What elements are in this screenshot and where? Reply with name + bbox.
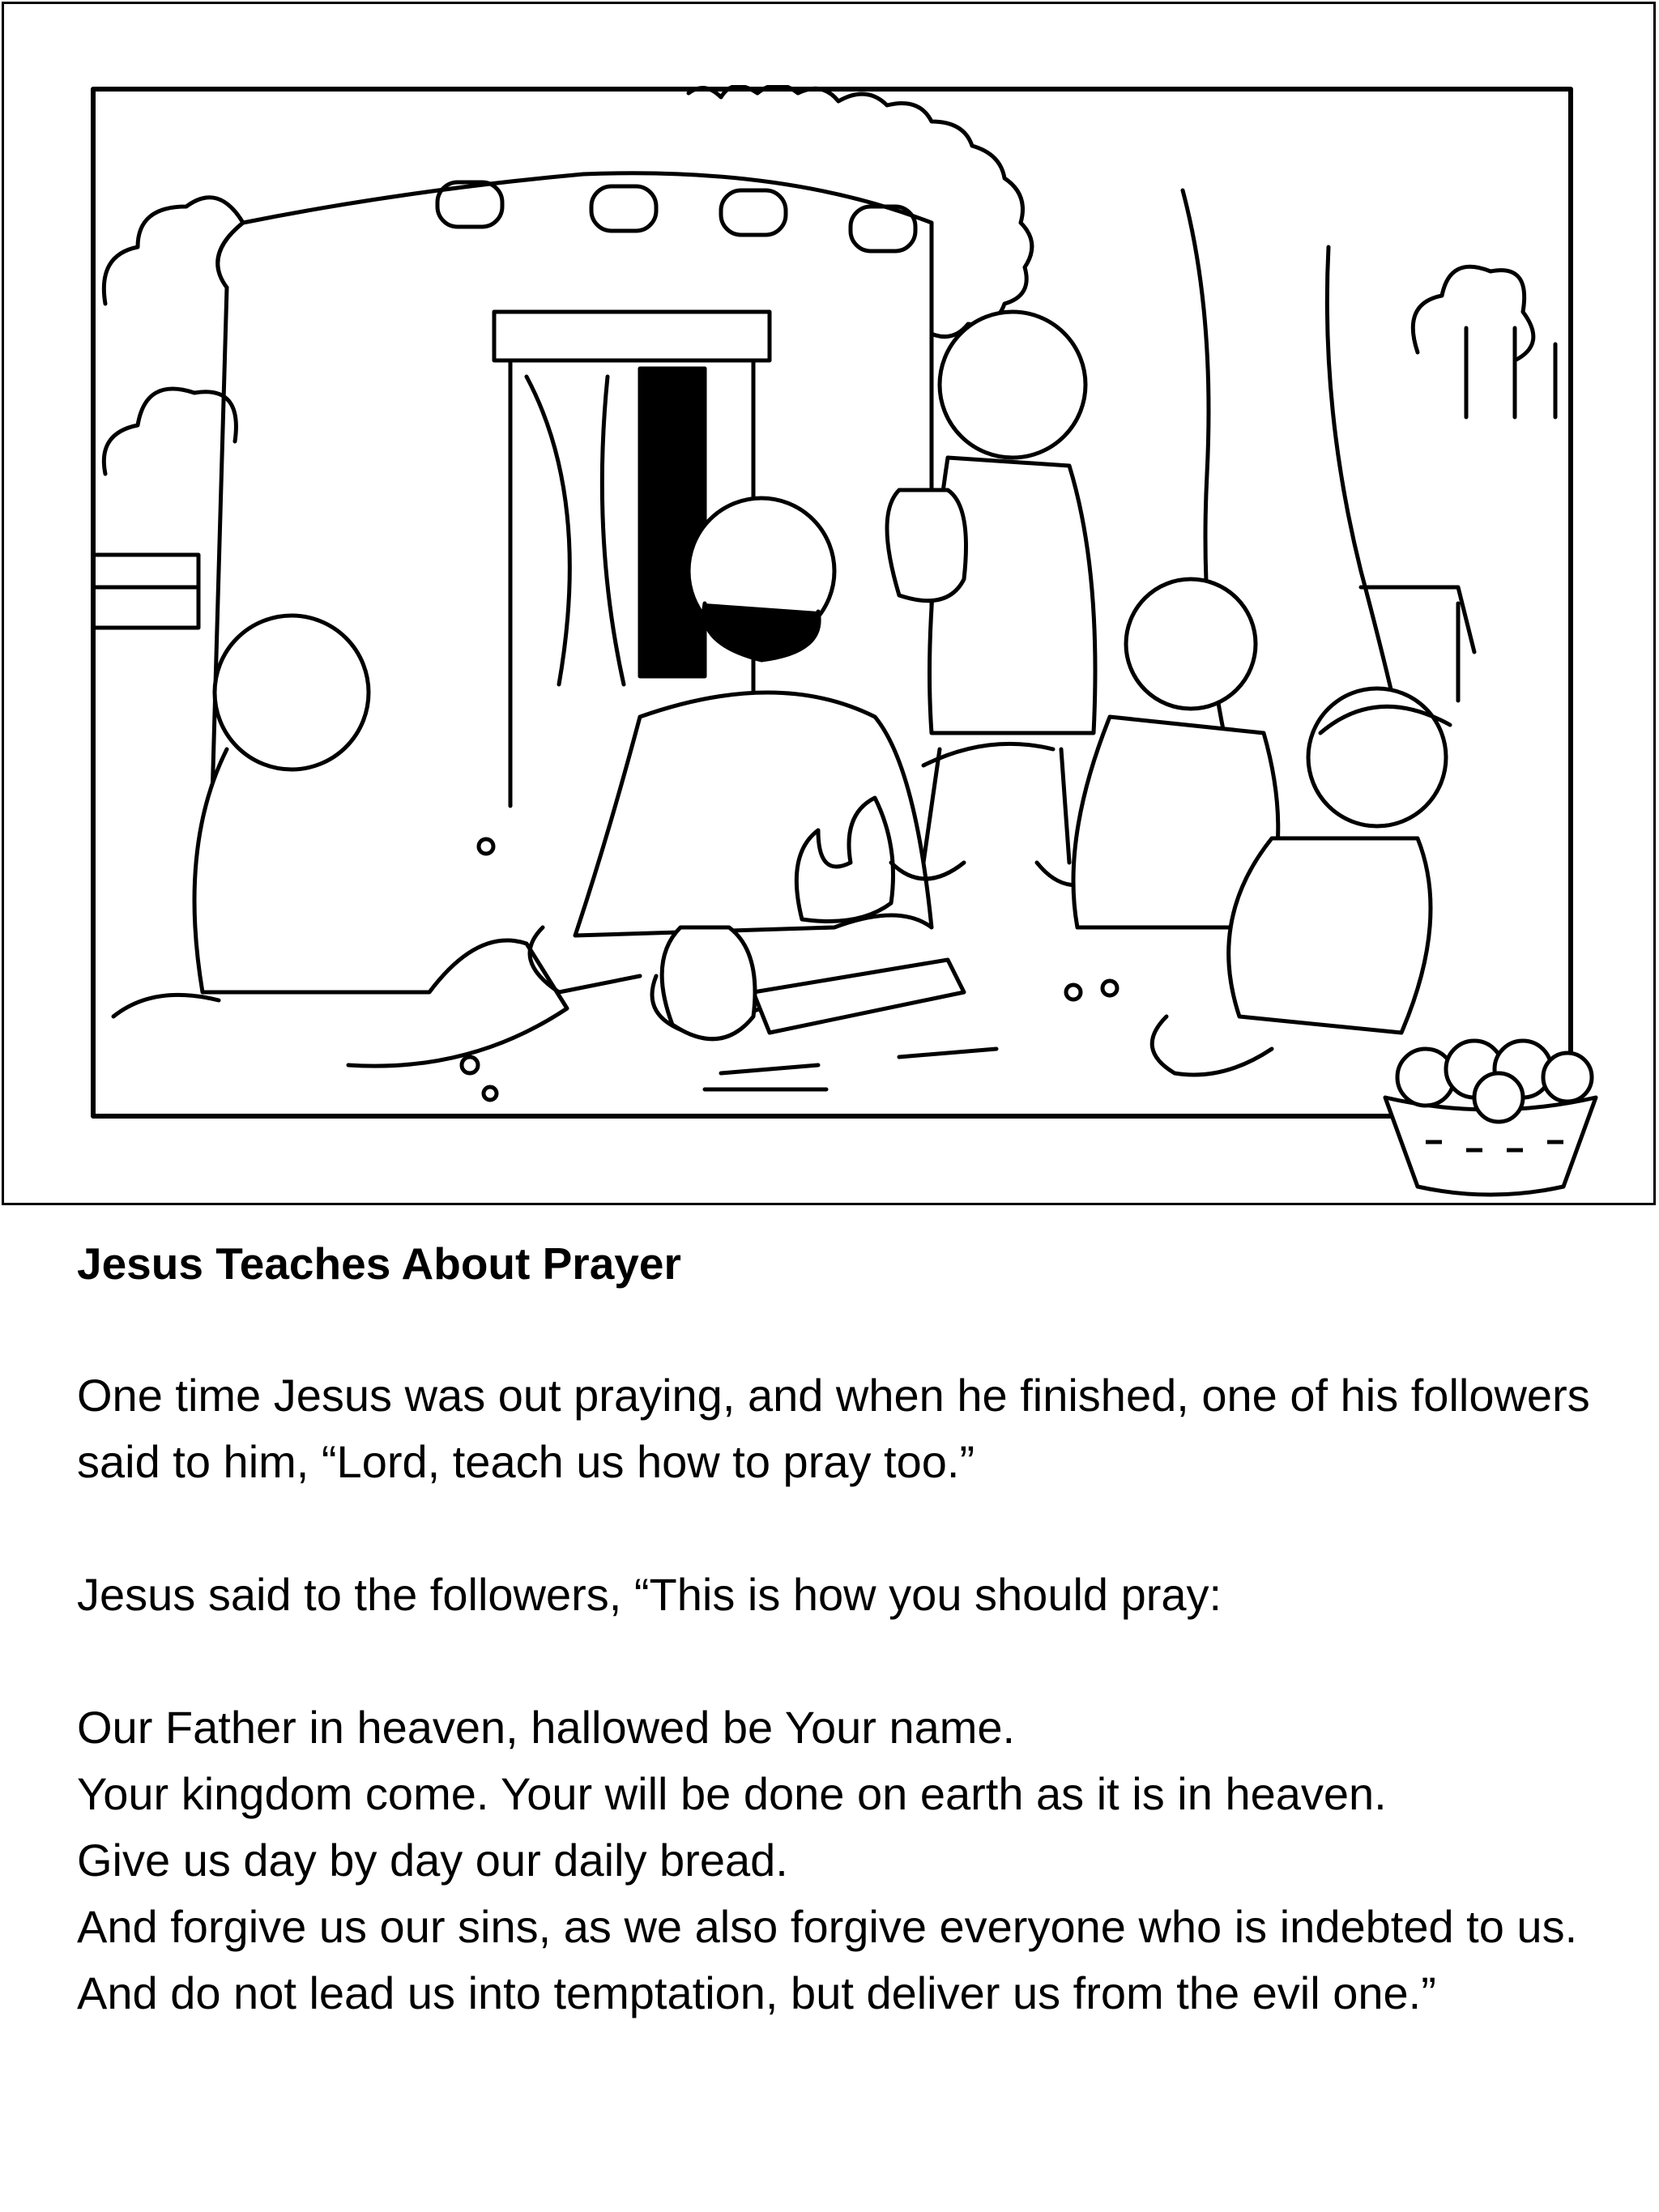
bread-basket <box>1369 1021 1612 1199</box>
right-person-head <box>1308 688 1446 826</box>
prayer-line: And forgive us our sins, as we also forgive everyone who is indebted to us. <box>77 1901 1578 1952</box>
bread-roll-5 <box>1474 1073 1523 1122</box>
jesus-teaching-illustration <box>89 85 1575 1120</box>
prayer-line: Our Father in heaven, hallowed be Your name. <box>77 1702 1016 1753</box>
story-paragraph-1: One time Jesus was out praying, and when he finished, one of his followers said to him, “Lord, teach us how to pray too.” <box>77 1370 1590 1487</box>
prayer-line: Give us day by day our daily bread. <box>77 1835 788 1886</box>
right-person-body <box>1229 838 1431 1033</box>
story-paragraph-2: Jesus said to the followers, “This is how you should pray: <box>77 1569 1222 1620</box>
door-opening <box>640 369 705 676</box>
prayer-line: And do not lead us into temptation, but deliver us from the evil one.” <box>77 1967 1436 2018</box>
water-jug <box>887 490 966 601</box>
spacer <box>77 1296 1616 1362</box>
spacer <box>77 1628 1616 1694</box>
story-text <box>77 1227 1616 2027</box>
story-title: Jesus Teaches About Prayer <box>77 1238 681 1289</box>
standing-man-head <box>940 312 1085 458</box>
boy-head <box>1126 579 1256 709</box>
clay-jug <box>662 927 755 1039</box>
bread-roll-4 <box>1543 1053 1592 1102</box>
prayer-line: Your kingdom come. Your will be done on earth as it is in heaven. <box>77 1768 1387 1819</box>
spacer <box>77 1495 1616 1562</box>
man-left-head <box>215 616 369 769</box>
